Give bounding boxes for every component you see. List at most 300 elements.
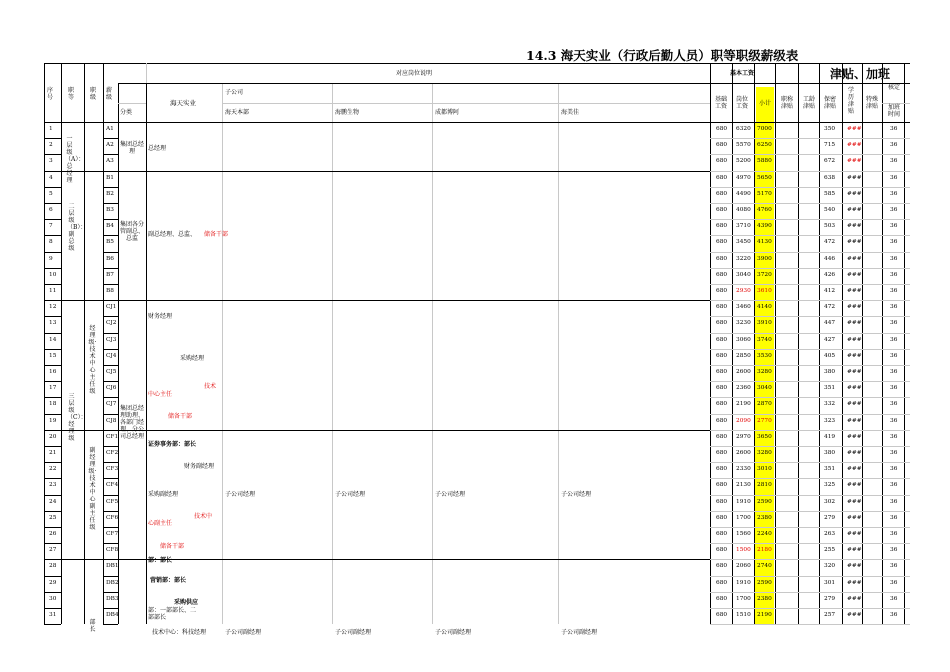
row-post-wage: 1910: [736, 579, 751, 586]
row-subtotal: 5880: [757, 158, 772, 165]
row-secrecy-allowance: 426: [824, 271, 836, 278]
table-row: [44, 138, 910, 154]
row-seq: 5: [49, 190, 53, 197]
row-base-wage: 680: [716, 612, 728, 618]
position-d5: 心副主任: [148, 520, 173, 527]
row-education-allowance: ###: [847, 385, 862, 392]
row-pay-grade-code: CJ5: [106, 369, 117, 375]
row-pay-grade-code: CJ6: [106, 385, 117, 392]
row-pay-grade-code: CJ8: [106, 417, 117, 424]
row-base-wage: 680: [716, 190, 728, 197]
row-seq: 22: [49, 466, 57, 473]
row-education-allowance: ###: [847, 579, 862, 586]
row-overtime: 36: [890, 612, 898, 618]
group-b-label: 二层级（B）：副总级: [67, 203, 87, 252]
row-base-wage: 680: [716, 239, 728, 246]
row-base-wage: 680: [716, 547, 728, 554]
row-education-allowance: ###: [847, 433, 862, 440]
row-overtime: 36: [890, 369, 898, 375]
header-base-wage: 基础工资: [714, 96, 727, 110]
row-education-allowance: ###: [847, 207, 862, 213]
row-education-allowance: ###: [847, 142, 862, 149]
row-post-wage: 1700: [736, 595, 751, 602]
row-overtime: 36: [890, 126, 898, 132]
row-base-wage: 680: [716, 352, 728, 359]
table-row: [44, 478, 910, 494]
header-haitian-shiye: 海天实业: [170, 99, 196, 107]
row-overtime: 36: [890, 190, 898, 197]
header-haimeijia: 海美佳: [561, 109, 580, 116]
row-base-wage: 680: [716, 223, 728, 230]
row-pay-grade-code: CF6: [106, 514, 119, 521]
position-d3: 采购副经理: [148, 491, 179, 498]
row-seq: 11: [49, 288, 57, 294]
position-d2: 财务副经理: [184, 463, 215, 470]
row-seq: 23: [49, 482, 57, 489]
row-post-wage: 2130: [736, 482, 751, 489]
row-line: [103, 624, 118, 625]
sub-mgr-haimeijia: 子公司经理: [561, 491, 592, 498]
row-overtime: 36: [890, 158, 898, 165]
row-pay-grade-code: DB4: [106, 612, 119, 618]
table-row: [44, 316, 910, 332]
row-post-wage: 1700: [736, 514, 751, 521]
row-secrecy-allowance: 715: [824, 142, 836, 149]
table-row: [44, 511, 910, 527]
table-row: [44, 592, 910, 608]
row-education-allowance: ###: [847, 352, 862, 359]
row-post-wage: 5200: [736, 158, 751, 165]
row-education-allowance: ###: [847, 498, 862, 505]
row-education-allowance: ###: [847, 369, 862, 375]
row-secrecy-allowance: 427: [824, 336, 836, 343]
row-seq: 7: [49, 223, 53, 230]
row-overtime: 36: [890, 207, 898, 213]
row-overtime: 36: [890, 174, 898, 181]
row-secrecy-allowance: 419: [824, 433, 836, 440]
row-base-wage: 680: [716, 126, 728, 132]
table-row: [44, 381, 910, 397]
row-secrecy-allowance: 351: [824, 385, 836, 392]
row-secrecy-allowance: 380: [824, 450, 836, 456]
row-subtotal: 4760: [757, 207, 772, 213]
header-pay-grade: 薪级: [105, 87, 112, 101]
header-subline: [222, 103, 710, 104]
table-row: [44, 122, 910, 138]
row-pay-grade-code: B8: [106, 288, 114, 294]
table-row: [44, 252, 910, 268]
row-secrecy-allowance: 405: [824, 352, 836, 359]
row-secrecy-allowance: 472: [824, 239, 836, 246]
row-pay-grade-code: A3: [106, 158, 114, 165]
header-overtime: 加班时间: [887, 104, 900, 118]
row-post-wage: 2970: [736, 433, 751, 440]
position-a: 总经理: [148, 145, 167, 152]
position-c2: 采购经理: [180, 355, 205, 362]
row-post-wage: 5570: [736, 142, 751, 149]
row-subtotal: 5650: [757, 174, 772, 181]
sub-mgr-haipeng: 子公司经理: [335, 491, 366, 498]
sub-vmgr-haipeng: 子公司副经理: [335, 629, 372, 636]
row-seq: 31: [49, 612, 57, 618]
position-b2: 储备干部: [204, 231, 229, 238]
category-b: 集团各分管副总、总监: [120, 221, 145, 242]
row-overtime: 36: [890, 288, 898, 294]
row-secrecy-allowance: 301: [824, 579, 836, 586]
row-base-wage: 680: [716, 482, 728, 489]
row-pay-grade-code: CF1: [106, 433, 119, 440]
row-post-wage: 3460: [736, 304, 751, 311]
row-post-wage: 3230: [736, 320, 751, 327]
table-row: [44, 559, 910, 575]
row-secrecy-allowance: 257: [824, 612, 836, 618]
row-pay-grade-code: CF5: [106, 498, 119, 505]
row-post-wage: 2850: [736, 352, 751, 359]
row-seq: 20: [49, 433, 57, 440]
position-e1: 部：部长: [148, 557, 173, 564]
row-education-allowance: ###: [847, 174, 862, 181]
position-e2: 营销部：部长: [150, 577, 187, 584]
row-base-wage: 680: [716, 336, 728, 343]
row-overtime: 36: [890, 498, 898, 505]
row-base-wage: 680: [716, 563, 728, 570]
row-education-allowance: ###: [847, 595, 862, 602]
table-row: [44, 333, 910, 349]
row-base-wage: 680: [716, 369, 728, 375]
row-subtotal: 2180: [757, 547, 772, 554]
row-base-wage: 680: [716, 433, 728, 440]
row-pay-grade-code: CJ4: [106, 352, 117, 359]
row-pay-grade-code: A1: [106, 126, 114, 132]
row-post-wage: 3450: [736, 239, 751, 246]
row-subtotal: 3530: [757, 352, 772, 359]
header-subtotal: 小计: [758, 100, 771, 107]
row-secrecy-allowance: 540: [824, 207, 836, 213]
table-row: [44, 187, 910, 203]
row-post-wage: 1560: [736, 531, 751, 537]
header-grade: 职等: [67, 87, 74, 101]
header-secrecy: 保密津贴: [823, 96, 836, 110]
group-c-vice-label: 副经理级·技术中心副主任级: [88, 447, 97, 531]
row-subtotal: 6250: [757, 142, 772, 149]
row-subtotal: 2770: [757, 417, 772, 424]
row-overtime: 36: [890, 433, 898, 440]
row-pay-grade-code: CF8: [106, 547, 119, 554]
row-post-wage: 6320: [736, 126, 751, 132]
row-seq: 3: [49, 158, 53, 165]
row-seq: 2: [49, 142, 53, 149]
row-education-allowance: ###: [847, 547, 862, 554]
row-base-wage: 680: [716, 595, 728, 602]
row-overtime: 36: [890, 385, 898, 392]
row-seq: 30: [49, 595, 57, 602]
row-pay-grade-code: B1: [106, 174, 114, 181]
table-row: [44, 219, 910, 235]
header-education: 学历津贴: [847, 87, 854, 115]
row-secrecy-allowance: 447: [824, 320, 836, 327]
group-d-label: 部长: [89, 619, 96, 633]
table-row: [44, 349, 910, 365]
row-overtime: 36: [890, 579, 898, 586]
row-base-wage: 680: [716, 514, 728, 521]
row-education-allowance: ###: [847, 304, 862, 311]
category-a: 集团总经理: [120, 141, 145, 155]
row-education-allowance: ###: [847, 401, 862, 408]
row-post-wage: 1500: [736, 547, 751, 554]
table-row: [44, 397, 910, 413]
row-education-allowance: ###: [847, 223, 862, 230]
header-seniority: 工龄津贴: [802, 96, 815, 110]
row-overtime: 36: [890, 450, 898, 456]
row-seq: 27: [49, 547, 57, 554]
row-pay-grade-code: B4: [106, 223, 114, 230]
row-overtime: 36: [890, 271, 898, 278]
row-seq: 26: [49, 531, 57, 537]
row-pay-grade-code: CJ1: [106, 304, 117, 311]
row-seq: 25: [49, 514, 57, 521]
table-row: [44, 365, 910, 381]
row-post-wage: 2600: [736, 450, 751, 456]
row-secrecy-allowance: 332: [824, 401, 836, 408]
row-post-wage: 2360: [736, 385, 751, 392]
row-base-wage: 680: [716, 288, 728, 294]
row-base-wage: 680: [716, 401, 728, 408]
row-secrecy-allowance: 302: [824, 498, 836, 505]
row-education-allowance: ###: [847, 126, 862, 132]
row-post-wage: 3220: [736, 255, 751, 262]
row-subtotal: 3910: [757, 320, 772, 327]
table-row: [44, 446, 910, 462]
row-education-allowance: ###: [847, 320, 862, 327]
row-secrecy-allowance: 279: [824, 514, 836, 521]
table-top-border: [44, 63, 910, 64]
row-overtime: 36: [890, 304, 898, 311]
row-overtime: 36: [890, 401, 898, 408]
row-education-allowance: ###: [847, 482, 862, 489]
header-chengdu: 成都博阿: [435, 109, 460, 116]
row-seq: 12: [49, 304, 57, 311]
position-e5: 技术中心：科技经理: [152, 629, 207, 636]
row-pay-grade-code: CF3: [106, 466, 119, 473]
row-post-wage: 2930: [736, 288, 751, 294]
row-seq: 8: [49, 239, 53, 246]
row-secrecy-allowance: 279: [824, 595, 836, 602]
row-overtime: 36: [890, 142, 898, 149]
row-secrecy-allowance: 472: [824, 304, 836, 311]
row-seq: 4: [49, 174, 53, 181]
row-pay-grade-code: CF7: [106, 531, 119, 537]
row-seq: 6: [49, 207, 53, 213]
row-seq: 9: [49, 255, 53, 262]
row-post-wage: 2190: [736, 401, 751, 408]
row-subtotal: 3900: [757, 255, 772, 262]
row-secrecy-allowance: 503: [824, 223, 836, 230]
row-subtotal: 3610: [757, 288, 772, 294]
row-pay-grade-code: CJ2: [106, 320, 117, 327]
row-base-wage: 680: [716, 304, 728, 311]
row-secrecy-allowance: 351: [824, 466, 836, 473]
row-secrecy-allowance: 446: [824, 255, 836, 262]
row-subtotal: 2870: [757, 401, 772, 408]
salary-grade-table: [44, 63, 910, 672]
header-line: [710, 83, 910, 84]
group-c-label: 三层级（C）：经理级: [67, 393, 87, 442]
row-overtime: 36: [890, 547, 898, 554]
header-allowance: 津贴、加班: [830, 67, 891, 81]
row-seq: 21: [49, 450, 57, 456]
row-subtotal: 3040: [757, 385, 772, 392]
position-d6: 储备干部: [160, 543, 185, 550]
row-education-allowance: ###: [847, 158, 862, 165]
row-overtime: 36: [890, 239, 898, 246]
position-e4: 部：一部部长、二部部长: [148, 607, 197, 621]
row-overtime: 36: [890, 563, 898, 570]
row-post-wage: 3710: [736, 223, 751, 230]
row-seq: 29: [49, 579, 57, 586]
table-row: [44, 543, 910, 559]
sub-vmgr-haimeijia: 子公司副经理: [561, 629, 598, 636]
header-seq: 序号: [46, 87, 53, 101]
row-pay-grade-code: B6: [106, 255, 114, 262]
table-row: [44, 608, 910, 624]
row-overtime: 36: [890, 595, 898, 602]
row-base-wage: 680: [716, 466, 728, 473]
row-post-wage: 3040: [736, 271, 751, 278]
table-row: [44, 430, 910, 446]
row-overtime: 36: [890, 466, 898, 473]
row-secrecy-allowance: 412: [824, 288, 836, 294]
row-pay-grade-code: A2: [106, 142, 114, 149]
position-c4: 中心主任: [148, 391, 173, 398]
row-pay-grade-code: CJ3: [106, 336, 117, 343]
row-pay-grade-code: B7: [106, 271, 114, 278]
row-subtotal: 2190: [757, 612, 772, 618]
position-c3: 技术: [204, 383, 217, 390]
table-row: [44, 203, 910, 219]
row-pay-grade-code: B3: [106, 207, 114, 213]
row-subtotal: 2380: [757, 595, 772, 602]
row-secrecy-allowance: 350: [824, 126, 836, 132]
row-pay-grade-code: DB2: [106, 579, 119, 586]
row-subtotal: 3010: [757, 466, 772, 473]
row-base-wage: 680: [716, 417, 728, 424]
row-base-wage: 680: [716, 320, 728, 327]
header-haipeng: 海鹏生物: [335, 109, 360, 116]
position-c1: 财务经理: [148, 313, 173, 320]
page-title: 14.3 海天实业（行政后勤人员）职等职级薪级表: [526, 48, 799, 63]
row-line: [44, 624, 61, 625]
table-row: [44, 495, 910, 511]
row-base-wage: 680: [716, 142, 728, 149]
header-haitian-hq: 海天本部: [225, 109, 250, 116]
row-pay-grade-code: DB1: [106, 563, 119, 570]
row-seq: 24: [49, 498, 57, 505]
table-row: [44, 527, 910, 543]
position-b1: 副总经理、总监、: [148, 231, 197, 238]
row-education-allowance: ###: [847, 255, 862, 262]
row-subtotal: 2380: [757, 514, 772, 521]
row-overtime: 36: [890, 255, 898, 262]
row-seq: 13: [49, 320, 57, 327]
row-secrecy-allowance: 638: [824, 174, 836, 181]
table-row: [44, 284, 910, 300]
header-approved: 核定: [888, 84, 901, 91]
row-pay-grade-code: CF4: [106, 482, 119, 489]
row-education-allowance: ###: [847, 190, 862, 197]
row-education-allowance: ###: [847, 450, 862, 456]
row-subtotal: 4140: [757, 304, 772, 311]
row-post-wage: 4490: [736, 190, 751, 197]
row-subtotal: 3740: [757, 336, 772, 343]
row-education-allowance: ###: [847, 288, 862, 294]
table-row: [44, 462, 910, 478]
row-secrecy-allowance: 585: [824, 190, 836, 197]
row-seq: 28: [49, 563, 57, 570]
row-pay-grade-code: B5: [106, 239, 114, 246]
sub-vmgr-chengdu: 子公司副经理: [435, 629, 472, 636]
row-overtime: 36: [890, 352, 898, 359]
row-line: [710, 624, 910, 625]
row-pay-grade-code: CJ7: [106, 401, 117, 408]
row-overtime: 36: [890, 320, 898, 327]
row-seq: 18: [49, 401, 57, 408]
row-pay-grade-code: B2: [106, 190, 114, 197]
header-basic-wage: 基本工资: [730, 70, 755, 77]
row-education-allowance: ###: [847, 466, 862, 473]
row-subtotal: 2590: [757, 498, 772, 505]
row-education-allowance: ###: [847, 563, 862, 570]
header-level: 职级: [89, 87, 96, 101]
row-seq: 17: [49, 385, 57, 392]
row-secrecy-allowance: 323: [824, 417, 836, 424]
row-subtotal: 2740: [757, 563, 772, 570]
row-secrecy-allowance: 263: [824, 531, 836, 537]
row-seq: 19: [49, 417, 57, 424]
position-e3: 采购供应: [174, 599, 199, 606]
row-education-allowance: ###: [847, 417, 862, 424]
row-base-wage: 680: [716, 158, 728, 165]
row-subtotal: 3650: [757, 433, 772, 440]
row-post-wage: 2600: [736, 369, 751, 375]
row-post-wage: 3060: [736, 336, 751, 343]
row-education-allowance: ###: [847, 514, 862, 521]
row-base-wage: 680: [716, 207, 728, 213]
header-subline: [118, 103, 146, 104]
row-post-wage: 1910: [736, 498, 751, 505]
row-post-wage: 2330: [736, 466, 751, 473]
position-c5: 储备干部: [168, 413, 193, 420]
row-post-wage: 4970: [736, 174, 751, 181]
row-seq: 15: [49, 352, 57, 359]
table-row: [44, 154, 910, 170]
row-seq: 16: [49, 369, 57, 375]
category-c: 集团总经理助理、各部门经理、分公司总经理: [120, 405, 145, 440]
group-c-manager-label: 经理级·技术中心主任级: [88, 325, 97, 395]
table-row: [44, 235, 910, 251]
row-base-wage: 680: [716, 498, 728, 505]
row-post-wage: 2090: [736, 417, 751, 424]
row-seq: 1: [49, 126, 53, 132]
row-education-allowance: ###: [847, 531, 862, 537]
row-overtime: 36: [890, 514, 898, 521]
table-row: [44, 414, 910, 430]
row-subtotal: 2240: [757, 531, 772, 537]
row-subtotal: 3280: [757, 450, 772, 456]
header-post-wage: 岗位工资: [735, 96, 748, 110]
position-d1: 证券事务部：部长: [148, 441, 197, 448]
row-base-wage: 680: [716, 271, 728, 278]
header-category: 分类: [120, 109, 133, 116]
